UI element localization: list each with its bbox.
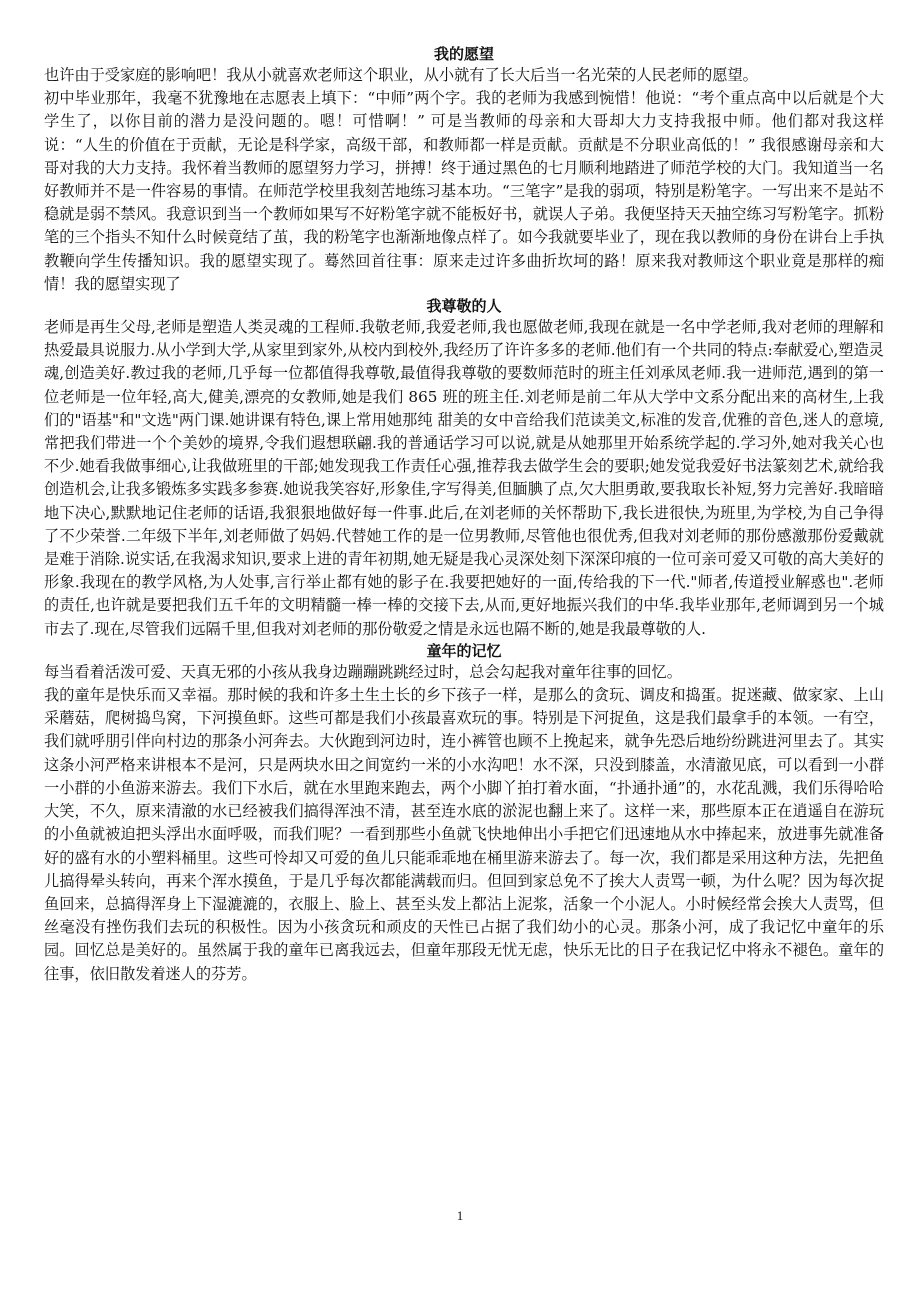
section-title: 我尊敬的人 bbox=[426, 297, 502, 316]
paragraph: 初中毕业那年，我毫不犹豫地在志愿表上填下：“中师”两个字。我的老师为我感到惋惜！他说：“考个重点高中以后就是个大学生了，以你目前的潜力是没问题的。嗯！可惜啊！” 可是当教师的母亲和大哥却大力支持我报中师。他们都对我这样说：“人生的价值在于贡献，无论是科学家，高级干部，和教师都一样是贡献。贡献是不分职业高低的！” 我很感谢母亲和大哥对我的大力支持。我怀着当教师的愿望努力学习，拼搏！终于通过黑色的七月顺利地踏进了师范学校的大门。我知道当一名好教师并不是一件容易的事情。在师范学校里我刻苦地练习基本功。“三笔字”是我的弱项，特别是粉笔字。一写出来不是站不稳就是弱不禁风。我意识到当一个教师如果写不好粉笔字就不能板好书，就误人子弟。我便坚持天天抽空练习写粉笔字。抓粉笔的三个指头不知什么时候竟结了茧，我的粉笔字也渐渐地像点样了。如今我就要毕业了，现在我以教师的身份在讲台上手执教鞭向学生传播知识。我的愿望实现了。蓦然回首往事：原来走过许多曲折坎坷的路！原来我对教师这个职业竟是那样的痴情！我的愿望实现了 bbox=[44, 89, 884, 293]
paragraph: 也许由于受家庭的影响吧！我从小就喜欢老师这个职业，从小就有了长大后当一名光荣的人民老师的愿望。 bbox=[44, 66, 758, 84]
page-number: 1 bbox=[456, 1208, 464, 1223]
section-title: 我的愿望 bbox=[433, 45, 494, 63]
section-my-wish bbox=[44, 44, 884, 296]
paragraph: 老师是再生父母,老师是塑造人类灵魂的工程师.我敬老师,我爱老师,我也愿做老师,我现在就是一名中学老师,我对老师的理解和热爱最具说服力.从小学到大学,从家里到家外,从校内到校外,我经历了许许多多的老师.他们有一个共同的特点:奉献爱心,塑造灵魂,创造美好.教过我的老师,几乎每一位都值得我尊敬,最值得我尊敬的要数师范时的班主任刘承凤老师.我一进师范,遇到的第一位老师是一位年轻,高大,健美,漂亮的女教师,她是我们 865 班的班主任.刘老师是前二年从大学中文系分配出来的高材生,上我们的"语基"和"文选"两门课.她讲课有特色,课上常用她那纯 甜美的女中音给我们范读美文,标准的发音,优雅的音色,迷人的意境,常把我们带进一个个美妙的境界,令我们遐想联翩.我的普通话学习可以说,就是从她那里开始系统学起的.学习外,她对我关心也不少.她看我做事细心,让我做班里的干部;她发现我工作责任心强,推荐我去做学生会的要职;她发觉我爱好书法篆刻艺术,就给我创造机会,让我多锻炼多实践多参赛.她说我笑容好,形象佳,字写得美,但腼腆了点,欠大胆勇敢,要我取长补短,努力完善好.我暗暗地下决心,默默地记住老师的话语,我狠狠地做好每一件事.此后,在刘老师的关怀帮助下,我长进很快,为班里,为学校,为自己争得了不少荣誉.二年级下半年,刘老师做了妈妈.代替她工作的是一位男教师,尽管他也很优秀,但我对刘老师的那份感激那份爱戴就是难于消除.说实话,在我渴求知识,要求上进的青年初期,她无疑是我心灵深处刻下深深印痕的一位可亲可爱又可敬的高大美好的形象.我现在的教学风格,为人处事,言行举止都有她的影子在.我要把她好的一面,传给我的下一代."师者,传道授业解惑也".老师的责任,也许就是要把我们五千年的文明精髓一棒一棒的交接下去,从而,更好地振兴我们的中华.我毕业那年,老师调到另一个城市去了.现在,尽管我们远隔千里,但我对刘老师的那份敬爱之情是永远也隔不断的,她是我最尊敬的人. bbox=[44, 318, 884, 638]
section-title: 童年的记忆 bbox=[426, 641, 502, 660]
paragraph: 每当看着活泼可爱、天真无邪的小孩从我身边蹦蹦跳跳经过时，总会勾起我对童年往事的回忆。 bbox=[44, 662, 682, 681]
section-person-i-respect bbox=[44, 296, 884, 641]
paragraph: 我的童年是快乐而又幸福。那时候的我和许多土生土长的乡下孩子一样，是那么的贪玩、调皮和捣蛋。捉迷藏、做家家、上山采蘑菇，爬树捣鸟窝，下河摸鱼虾。这些可都是我们小孩最喜欢玩的事。特别是下河捉鱼，这是我们最拿手的本领。一有空，我们就呼朋引伴向村边的那条小河奔去。大伙跑到河边时，连小裤管也顾不上挽起来，就争先恐后地纷纷跳进河里去了。其实这条小河严格来讲根本不是河，只是两块水田之间宽约一米的小水沟吧！水不深，只没到膝盖，水清澈见底，可以看到一小群一小群的小鱼游来游去。我们下水后，就在水里跑来跑去，两个小脚丫拍打着水面，“扑通扑通”的，水花乱溅，我们乐得哈哈大笑，不久，原来清澈的水已经被我们搞得浑浊不清，甚至连水底的淤泥也翻上来了。这样一来，那些原本正在逍遥自在游玩的小鱼就被迫把头浮出水面呼吸，而我们呢？一看到那些小鱼就飞快地伸出小手把它们迅速地从水中捧起来，放进事先就准备好的盛有水的小塑料桶里。这些可怜却又可爱的鱼儿只能乖乖地在桶里游来游去了。每一次，我们都是采用这种方法，先把鱼儿搞得晕头转向，再来个浑水摸鱼，于是几乎每次都能满载而归。但回到家总免不了挨大人责骂一顿，为什么呢？因为每次捉鱼回来，总搞得浑身上下湿漉漉的，衣服上、脸上、甚至头发上都沾上泥浆，活象一个小泥人。小时候经常会挨大人责骂，但丝毫没有挫伤我们去玩的积极性。因为小孩贪玩和顽皮的天性已占据了我们幼小的心灵。那条小河，成了我记忆中童年的乐园。回忆总是美好的。虽然属于我的童年已离我远去，但童年那段无忧无虑，快乐无比的日子在我记忆中将永不褪色。童年的往事，依旧散发着迷人的芬芳。 bbox=[44, 686, 884, 983]
section-childhood-memory bbox=[44, 641, 884, 986]
document-page bbox=[44, 44, 884, 986]
